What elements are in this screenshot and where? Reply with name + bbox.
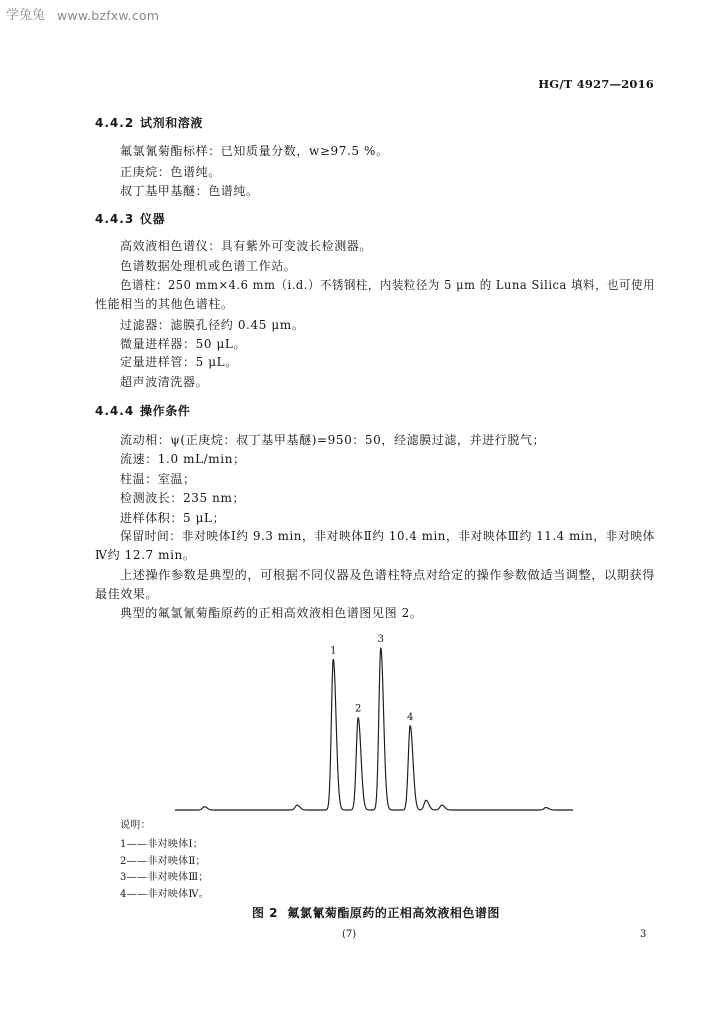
standard-code: HG/T 4927—2016 xyxy=(538,77,654,91)
section-title: 仪器 xyxy=(140,212,166,226)
paragraph-line: 最佳效果。 xyxy=(95,587,159,601)
paragraph-line-text: 上述操作参数是典型的，可根据不同仪器及色谱柱特点对给定的操作参数做适当调整，以期获得 xyxy=(120,568,655,582)
paragraph-line: 色谱数据处理机或色谱工作站。 xyxy=(120,259,297,273)
section-number: 4.4.2 xyxy=(95,116,135,130)
section-heading-4-4-3 xyxy=(95,211,165,227)
section-number: 4.4.4 xyxy=(95,404,135,418)
peak-label-2: 2 xyxy=(355,703,362,715)
paragraph-line: 典型的氟氯氰菊酯原药的正相高效液相色谱图见图 2。 xyxy=(120,606,423,620)
paragraph-line-text: 保留时间：非对映体Ⅰ约 9.3 min，非对映体Ⅱ约 10.4 min，非对映体Ⅲ约 11.4 min，非对映体 xyxy=(120,529,656,543)
paragraph-line xyxy=(120,277,682,293)
section-title: 操作条件 xyxy=(140,404,191,418)
paragraph-line-text: 色谱柱：250 mm×4.6 mm（i.d.）不锈钢柱，内装粒径为 5 μm 的 Luna Silica 填料，也可使用 xyxy=(120,278,656,292)
paragraph-line: 柱温：室温； xyxy=(120,472,196,486)
paragraph-line: 微量进样器：50 μL。 xyxy=(120,337,247,351)
paragraph-line: 高效液相色谱仪：具有紫外可变波长检测器。 xyxy=(120,239,373,253)
peak-label-4: 4 xyxy=(407,711,414,723)
paragraph-line: 正庚烷：色谱纯。 xyxy=(120,165,221,179)
section-heading-4-4-4 xyxy=(95,403,190,419)
legend-item-3: 3——非对映体Ⅲ； xyxy=(120,872,209,883)
chromatogram-figure xyxy=(170,620,580,820)
section-title: 试剂和溶液 xyxy=(140,116,204,130)
chromatogram-trace xyxy=(175,648,573,810)
section-heading-4-4-2 xyxy=(95,115,203,131)
legend-item-4: 4——非对映体Ⅳ。 xyxy=(120,889,210,900)
section-number: 4.4.3 xyxy=(95,212,135,226)
legend-title: 说明： xyxy=(120,820,151,831)
watermark-url: www.bzfxw.com xyxy=(57,8,160,23)
paragraph-line: 性能相当的其他色谱柱。 xyxy=(95,297,234,311)
paragraph-line: 过滤器：滤膜孔径约 0.45 μm。 xyxy=(120,318,305,332)
paragraph-line xyxy=(120,528,666,544)
paragraph-line: 叔丁基甲基醚：色谱纯。 xyxy=(120,184,259,198)
paragraph-line: 定量进样管：5 μL。 xyxy=(120,355,238,369)
figure-caption: 图 2 氟氯氰菊酯原药的正相高效液相色谱图 xyxy=(252,906,500,920)
paragraph-line: 检测波长：235 nm； xyxy=(120,491,246,505)
paragraph-line: 氟氯氰菊酯标样：已知质量分数，w≥97.5 %。 xyxy=(120,144,389,158)
peak-label-1: 1 xyxy=(330,645,337,657)
watermark-brand: 学兔兔 xyxy=(6,8,46,23)
legend-item-1: 1——非对映体Ⅰ； xyxy=(120,839,204,850)
legend-item-2: 2——非对映体Ⅱ； xyxy=(120,856,206,867)
paragraph-line: 超声波清洗器。 xyxy=(120,375,209,389)
paragraph-line: 流动相：ψ(正庚烷：叔丁基甲基醚)=950：50，经滤膜过滤，并进行脱气； xyxy=(120,433,546,447)
peak-label-3: 3 xyxy=(377,634,384,645)
paragraph-line: 流速：1.0 mL/min； xyxy=(120,452,246,466)
paragraph-line: Ⅳ约 12.7 min。 xyxy=(95,548,196,562)
paragraph-line xyxy=(120,567,655,583)
paragraph-line: 进样体积：5 μL； xyxy=(120,511,226,525)
page-number: 3 xyxy=(640,929,647,940)
page-center-mark: (7) xyxy=(342,929,357,940)
